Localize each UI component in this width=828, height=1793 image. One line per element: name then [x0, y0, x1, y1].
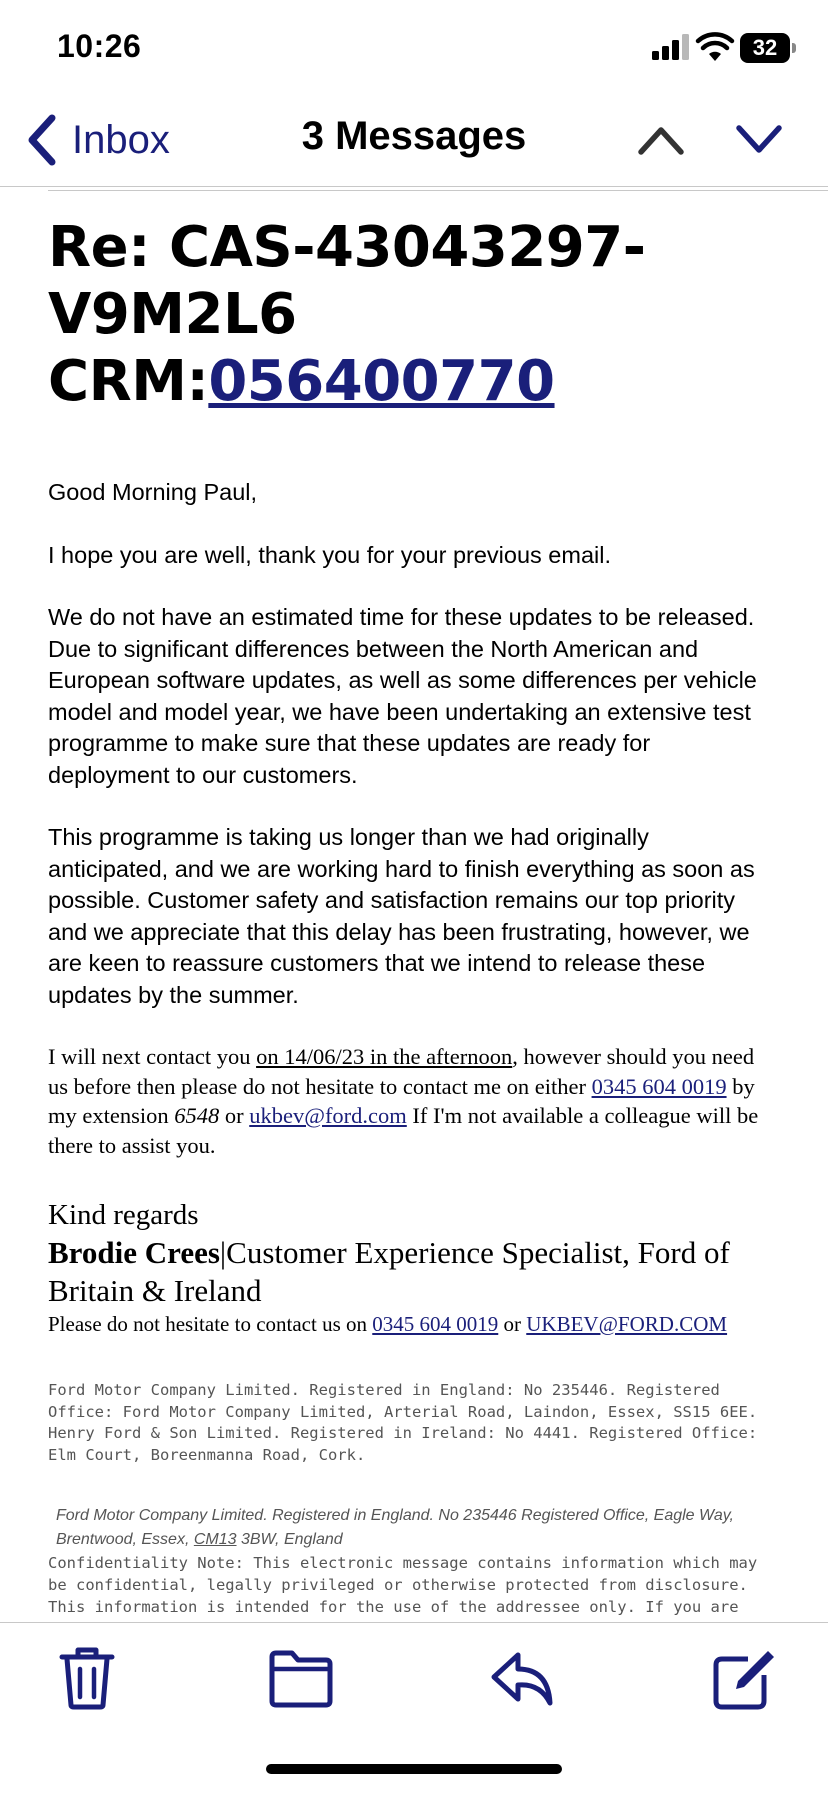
- cellular-signal-icon: [652, 34, 690, 60]
- email-subject: [48, 214, 768, 415]
- contact-or: or: [498, 1312, 527, 1336]
- legal-registered-office: [48, 1504, 768, 1552]
- paragraph-2: We do not have an estimated time for these updates to be released. Due to significant differences between the North American and European software updates, as well as some differences per vehicle model and model year, we have been undertaking an extensive test programme to make sure that these updates are ready for deployment to our customers.: [48, 604, 757, 788]
- email-body-main: [48, 477, 768, 1011]
- postcode-link[interactable]: CM13: [193, 1531, 237, 1548]
- email-content[interactable]: [48, 200, 768, 1620]
- mail-nav-bar: [0, 100, 828, 187]
- compose-icon[interactable]: [708, 1643, 778, 1713]
- confidentiality-note: Confidentiality Note: This electronic message contains information which may be confidential, legally privileged or otherwise protected from disclosure. This information is intended for the use of the addressee only. If you are: [48, 1554, 758, 1616]
- crm-label: CRM:: [48, 349, 209, 414]
- folder-icon[interactable]: [266, 1643, 336, 1713]
- battery-icon: [740, 33, 796, 63]
- battery-level: 32: [740, 33, 790, 63]
- sender-role: Customer Experience Specialist, Ford of Britain & Ireland: [48, 1235, 730, 1308]
- home-indicator[interactable]: [266, 1764, 562, 1774]
- signature-email-link[interactable]: UKBEV@FORD.COM: [526, 1312, 728, 1336]
- legal-ford-ireland: Henry Ford & Son Limited. Registered in Ireland: No 4441. Registered Office: Elm Court, Boreenmanna Road, Cork.: [48, 1424, 758, 1464]
- signature-phone-link[interactable]: 0345 604 0019: [372, 1312, 499, 1336]
- signature: [48, 1196, 768, 1338]
- status-bar: [0, 0, 828, 100]
- wifi-icon: [697, 34, 733, 62]
- crm-number-link[interactable]: 056400770: [208, 349, 555, 414]
- reply-icon[interactable]: [488, 1643, 558, 1713]
- email-link[interactable]: ukbev@ford.com: [249, 1103, 407, 1128]
- chevron-down-icon[interactable]: [734, 118, 784, 158]
- contact-prefix: Please do not hesitate to contact us on: [48, 1312, 373, 1336]
- legal-ford-uk: Ford Motor Company Limited. Registered in England: No 235446. Registered Office: Ford Motor Company Limited, Arterial Road, Laindon, Essex, SS15 6EE.: [48, 1381, 758, 1421]
- status-time: 10:26: [57, 28, 142, 64]
- kind-regards: Kind regards: [48, 1199, 199, 1231]
- legal3-text: 3BW, England: [236, 1531, 343, 1548]
- sender-name: Brodie Crees: [48, 1235, 220, 1270]
- subject-line-1: Re: CAS-43043297-: [48, 215, 646, 280]
- signature-name-role: [48, 1234, 768, 1310]
- greeting: Good Morning Paul,: [48, 479, 258, 505]
- para4-text: If I'm not available a colleague will be there to assist you.: [48, 1103, 759, 1158]
- legal-footer: [48, 1380, 768, 1466]
- back-label: Inbox: [72, 117, 170, 162]
- legal3-text: Ford Motor Company Limited. Registered in England. No 235446 Registered Office, Eagle Way, Brentwood, Essex,: [56, 1507, 734, 1548]
- para4-text: I will next contact you: [48, 1044, 257, 1069]
- para4-text: by my extension: [48, 1073, 755, 1128]
- para4-text: , however should you need us before then please do not hesitate to contact me on either: [48, 1044, 755, 1099]
- battery-cap: [792, 43, 796, 53]
- trash-icon[interactable]: [52, 1643, 122, 1713]
- date-link[interactable]: on 14/06/23 in the afternoon: [256, 1044, 513, 1069]
- chevron-up-icon[interactable]: [636, 120, 686, 160]
- signature-contact: [48, 1310, 768, 1338]
- divider: [48, 190, 828, 191]
- separator: |: [219, 1235, 227, 1270]
- paragraph-3: This programme is taking us longer than we had originally anticipated, and we are working hard to finish everything as soon as possible. Customer safety and satisfaction remains our top priority and we appreciate that this delay has been frustrating, however, we are keen to reassure customers that we intend to release these updates by the summer.: [48, 824, 755, 1008]
- message-count-title: 3 Messages: [301, 114, 527, 158]
- subject-line-3: [48, 348, 768, 415]
- para4-text: or: [219, 1103, 250, 1128]
- paragraph-1: I hope you are well, thank you for your previous email.: [48, 541, 611, 568]
- paragraph-4: [48, 1042, 768, 1160]
- extension-number: 6548: [174, 1103, 220, 1128]
- phone-link[interactable]: 0345 604 0019: [591, 1073, 727, 1099]
- subject-line-2: V9M2L6: [48, 282, 297, 347]
